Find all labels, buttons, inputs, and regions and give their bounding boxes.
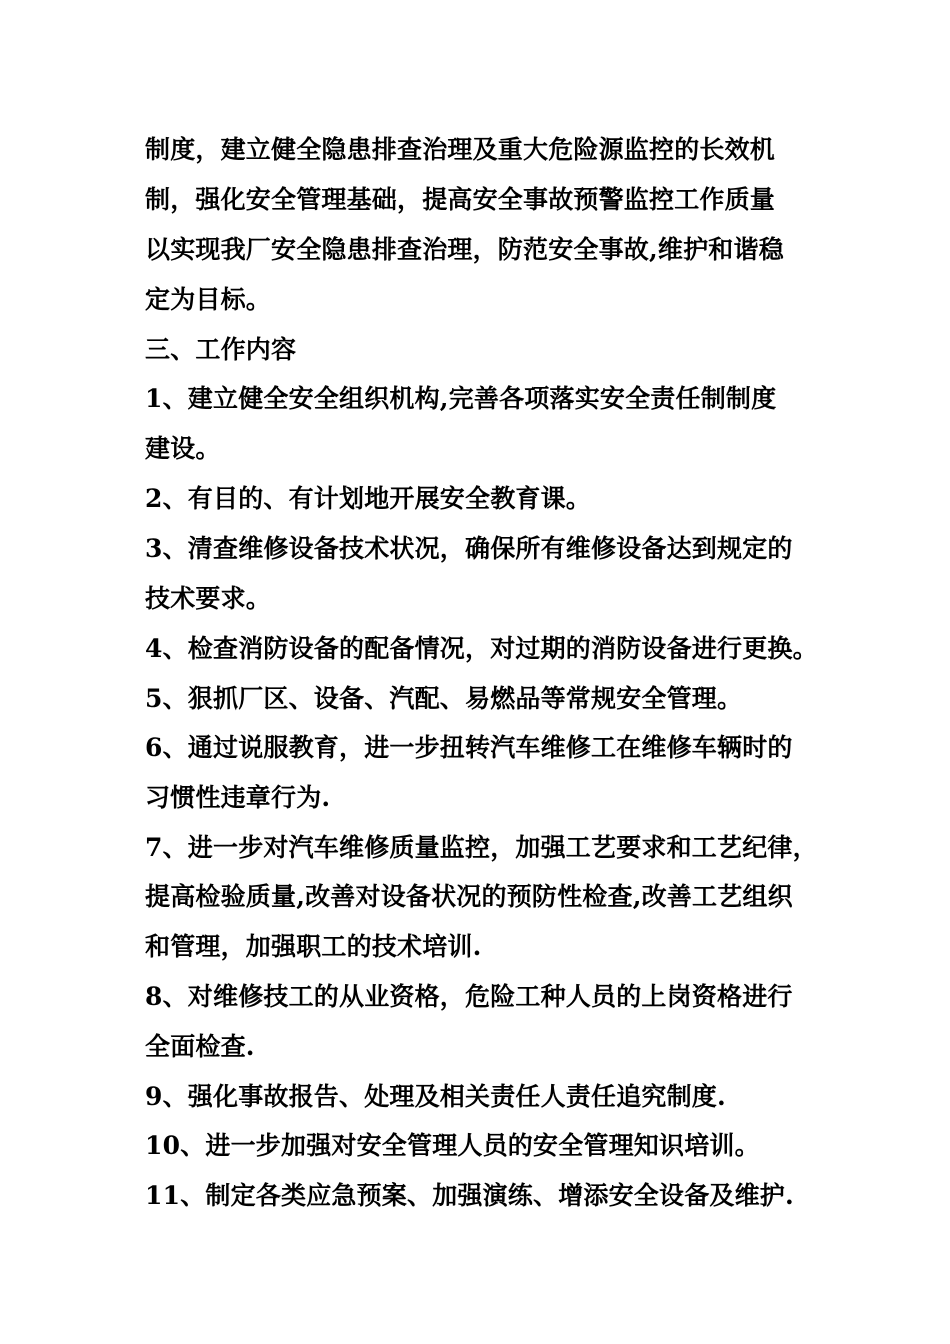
text-line: 定为目标。 <box>145 285 272 314</box>
list-item: 6、通过说服教育，进一步扭转汽车维修工在维修车辆时的 <box>145 733 793 762</box>
list-item: 8、对维修技工的从业资格，危险工种人员的上岗资格进行 <box>145 982 793 1011</box>
list-item: 9、强化事故报告、处理及相关责任人责任追究制度. <box>145 1082 726 1111</box>
text-line: 全面检查. <box>145 1032 255 1061</box>
list-item: 5、狠抓厂区、设备、汽配、易燃品等常规安全管理。 <box>145 684 743 713</box>
text-line: 制，强化安全管理基础，提高安全事故预警监控工作质量 <box>145 185 776 214</box>
list-item: 11、制定各类应急预案、加强演练、增添安全设备及维护. <box>145 1181 794 1210</box>
text-line: 和管理，加强职工的技术培训. <box>145 932 482 961</box>
text-line: 制度，建立健全隐患排查治理及重大危险源监控的长效机 <box>145 135 776 164</box>
text-line: 以实现我厂安全隐患排查治理，防范安全事故,维护和谐稳 <box>145 235 784 264</box>
list-item: 4、检查消防设备的配备情况，对过期的消防设备进行更换。 <box>145 634 818 663</box>
list-item: 7、进一步对汽车维修质量监控，加强工艺要求和工艺纪律， <box>145 833 818 862</box>
list-item: 10、进一步加强对安全管理人员的安全管理知识培训。 <box>145 1131 760 1160</box>
text-line: 提高检验质量,改善对设备状况的预防性检查,改善工艺组织 <box>145 882 793 911</box>
section-heading: 三、工作内容 <box>145 335 297 364</box>
text-line: 技术要求。 <box>145 584 272 613</box>
list-item: 3、清查维修设备技术状况，确保所有维修设备达到规定的 <box>145 534 793 563</box>
text-line: 习惯性违章行为. <box>145 783 331 812</box>
list-item: 1、建立健全安全组织机构,完善各项落实安全责任制制度 <box>145 384 777 413</box>
list-item: 2、有目的、有计划地开展安全教育课。 <box>145 484 591 513</box>
text-line: 建设。 <box>145 434 221 463</box>
